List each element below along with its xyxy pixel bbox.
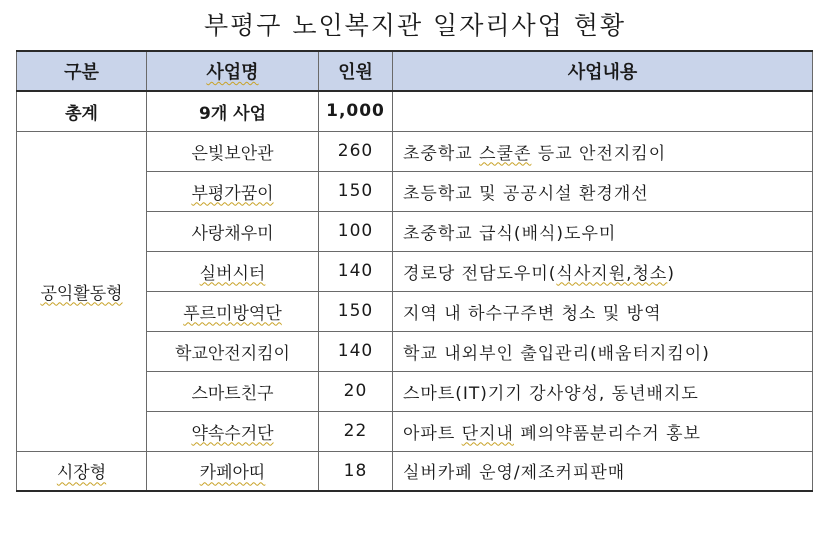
header-row (17, 51, 813, 91)
project-content: 실버카페 운영/제조커피판매 (393, 451, 813, 491)
category-market: 시장형 (17, 451, 147, 491)
project-name: 사랑채우미 (147, 211, 319, 251)
project-count: 150 (319, 291, 393, 331)
project-content: 초중학교 급식(배식)도우미 (393, 211, 813, 251)
header-category: 구분 (17, 51, 147, 91)
page-title: 부평구 노인복지관 일자리사업 현황 (203, 11, 627, 40)
project-count: 20 (319, 371, 393, 411)
project-content: 초중학교 스쿨존 등교 안전지킴이 (393, 131, 813, 171)
header-count: 인원 (319, 51, 393, 91)
project-count: 150 (319, 171, 393, 211)
jobs-table (16, 50, 813, 492)
project-name: 스마트친구 (147, 371, 319, 411)
total-count: 1,000 (319, 91, 393, 131)
table-row (17, 451, 813, 491)
total-category: 총계 (17, 91, 147, 131)
header-name: 사업명 (147, 51, 319, 91)
project-name: 은빛보안관 (147, 131, 319, 171)
project-count: 140 (319, 331, 393, 371)
project-count: 140 (319, 251, 393, 291)
total-name: 9개 사업 (147, 91, 319, 131)
project-name: 약속수거단 (147, 411, 319, 451)
project-name: 실버시터 (147, 251, 319, 291)
project-name: 카페아띠 (147, 451, 319, 491)
project-content: 스마트(IT)기기 강사양성, 동년배지도 (393, 371, 813, 411)
project-content: 초등학교 및 공공시설 환경개선 (393, 171, 813, 211)
project-content: 경로당 전담도우미(식사지원,청소) (393, 251, 813, 291)
project-name: 부평가꿈이 (147, 171, 319, 211)
project-name: 푸르미방역단 (147, 291, 319, 331)
category-public-service: 공익활동형 (17, 131, 147, 451)
project-count: 22 (319, 411, 393, 451)
project-count: 18 (319, 451, 393, 491)
project-content: 학교 내외부인 출입관리(배움터지킴이) (393, 331, 813, 371)
project-count: 100 (319, 211, 393, 251)
project-content: 지역 내 하수구주변 청소 및 방역 (393, 291, 813, 331)
table-row (17, 131, 813, 171)
total-row (17, 91, 813, 131)
project-content: 아파트 단지내 폐의약품분리수거 홍보 (393, 411, 813, 451)
total-content (393, 91, 813, 131)
header-content: 사업내용 (393, 51, 813, 91)
project-count: 260 (319, 131, 393, 171)
project-name: 학교안전지킴이 (147, 331, 319, 371)
